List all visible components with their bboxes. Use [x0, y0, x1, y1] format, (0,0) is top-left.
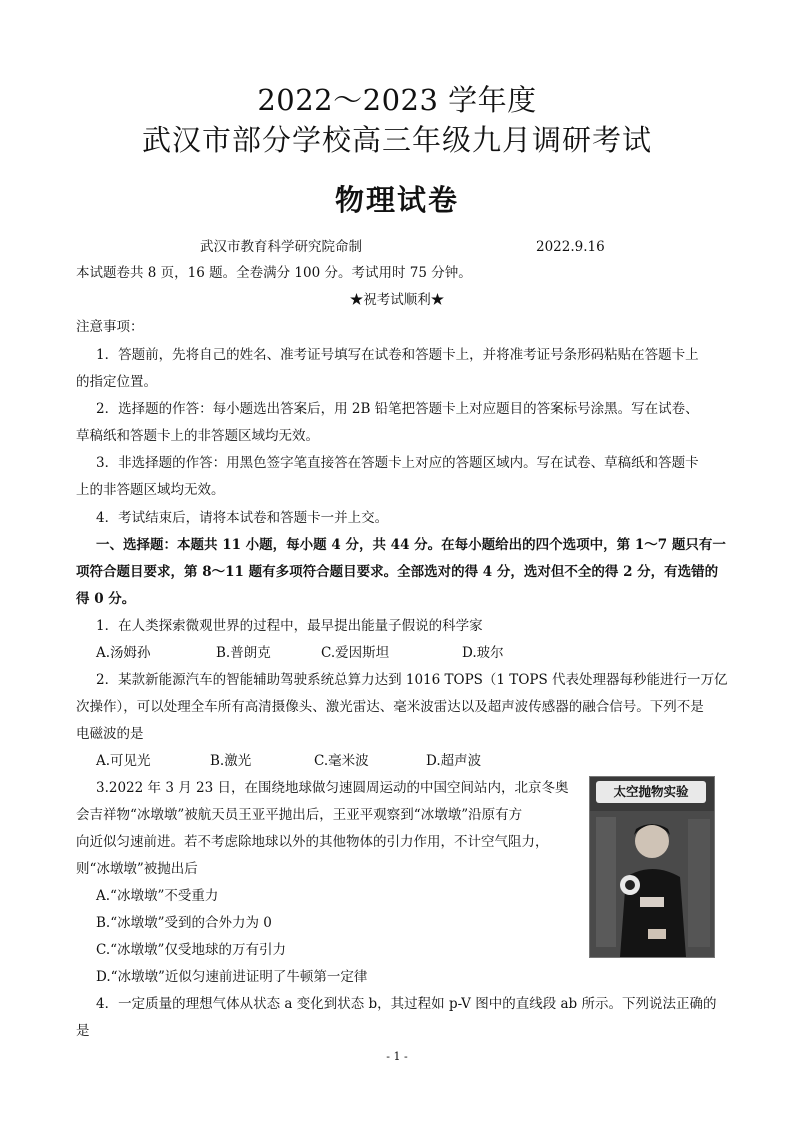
section-1-heading-line-1: 一、选择题：本题共 11 小题，每小题 4 分，共 44 分。在每小题给出的四个选项中，第 1～7 题只有一 [96, 537, 726, 553]
exam-summary: 本试题卷共 8 页，16 题。全卷满分 100 分。考试用时 75 分钟。 [76, 265, 472, 281]
subject-title: 物理试卷 [334, 183, 459, 217]
section-1-heading-line-3: 得 0 分。 [76, 591, 136, 607]
question-1-option-b: B.普朗克 [216, 645, 271, 661]
note-3-line-1: 3．非选择题的作答：用黑色签字笔直接答在答题卡上对应的答题区域内。写在试卷、草稿纸和答题卡 [96, 455, 699, 471]
blessing-line: ★祝考试顺利★ [349, 292, 445, 308]
question-3-line-4: 则“冰墩墩”被抛出后 [76, 861, 198, 877]
academic-year-title: 2022～2023 学年度 [257, 83, 537, 117]
question-2-option-b: B.激光 [210, 753, 252, 769]
page-number: - 1 - [386, 1050, 408, 1063]
question-2-option-d: D.超声波 [426, 753, 482, 769]
question-1-option-c: C.爱因斯坦 [321, 645, 390, 661]
note-1-line-2: 的指定位置。 [76, 374, 157, 390]
question-3-option-b: B.“冰墩墩”受到的合外力为 0 [96, 915, 272, 931]
question-1-option-d: D.玻尔 [462, 645, 504, 661]
astronaut-photo [589, 776, 715, 958]
author-line: 武汉市教育科学研究院命制 [200, 239, 362, 255]
question-3-option-c: C.“冰墩墩”仅受地球的万有引力 [96, 942, 286, 958]
note-1-line-1: 1．答题前，先将自己的姓名、准考证号填写在试卷和答题卡上，并将准考证号条形码粘贴在答题卡上 [96, 347, 699, 363]
note-3-line-2: 上的非答题区域均无效。 [76, 482, 225, 498]
notes-title: 注意事项： [76, 319, 144, 335]
question-2-line-3: 电磁波的是 [76, 726, 144, 742]
question-1-option-a: A.汤姆孙 [96, 645, 151, 661]
photo-banner: 太空抛物实验 [596, 781, 706, 803]
exam-name-title: 武汉市部分学校高三年级九月调研考试 [141, 123, 652, 157]
question-3-option-d: D.“冰墩墩”近似匀速前进证明了牛顿第一定律 [96, 969, 368, 985]
astronaut-photo-image [590, 777, 714, 957]
exam-date: 2022.9.16 [536, 239, 605, 255]
question-2-line-2: 次操作），可以处理全车所有高清摄像头、激光雷达、毫米波雷达以及超声波传感器的融合信号。下列不是 [76, 699, 704, 715]
question-3-line-3: 向近似匀速前进。若不考虑除地球以外的其他物体的引力作用，不计空气阻力， [76, 834, 549, 850]
question-4-line-2: 是 [76, 1023, 90, 1039]
section-1-heading-line-2: 项符合题目要求，第 8～11 题有多项符合题目要求。全部选对的得 4 分，选对但不全的得 2 分，有选错的 [76, 564, 719, 580]
question-3-line-1: 3.2022 年 3 月 23 日，在围绕地球做匀速圆周运动的中国空间站内，北京冬奥 [96, 780, 569, 796]
question-4-line-1: 4．一定质量的理想气体从状态 a 变化到状态 b，其过程如 p-V 图中的直线段 ab 所示。下列说法正确的 [96, 996, 717, 1012]
note-2-line-1: 2．选择题的作答：每小题选出答案后，用 2B 铅笔把答题卡上对应题目的答案标号涂黑。写在试卷、 [96, 401, 699, 417]
question-2-option-a: A.可见光 [96, 753, 151, 769]
question-2-option-c: C.毫米波 [314, 753, 369, 769]
question-3-option-a: A.“冰墩墩”不受重力 [96, 888, 219, 904]
question-3-line-2: 会吉祥物“冰墩墩”被航天员王亚平抛出后，王亚平观察到“冰墩墩”沿原有方 [76, 807, 523, 823]
question-1-stem: 1．在人类探索微观世界的过程中，最早提出能量子假说的科学家 [96, 618, 483, 634]
question-2-line-1: 2．某款新能源汽车的智能辅助驾驶系统总算力达到 1016 TOPS（1 TOPS 代表处理器每秒能进行一万亿 [96, 672, 728, 688]
note-4: 4．考试结束后，请将本试卷和答题卡一并上交。 [96, 510, 389, 526]
note-2-line-2: 草稿纸和答题卡上的非答题区域均无效。 [76, 428, 319, 444]
